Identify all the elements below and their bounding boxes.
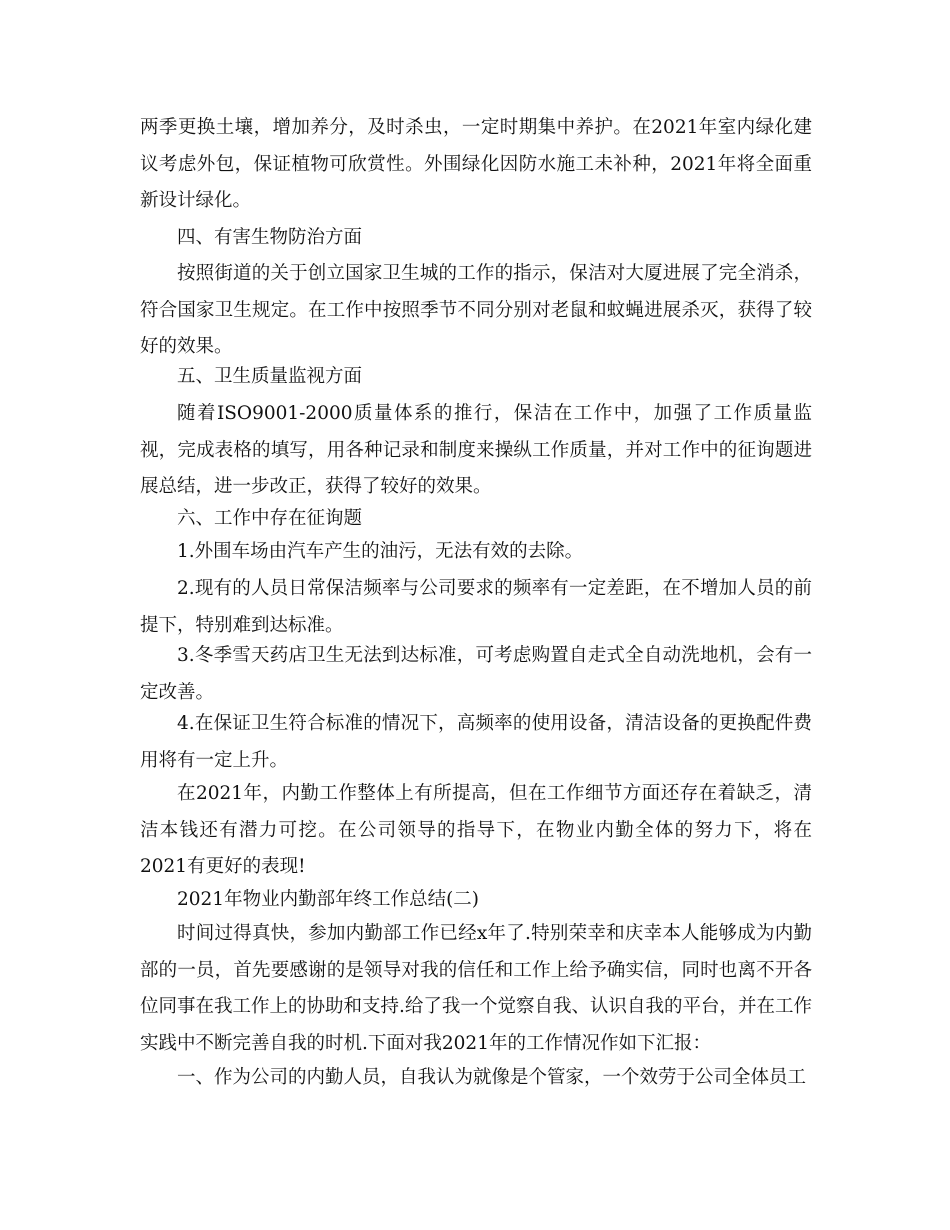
- list-item-text: 3.冬季雪天药店卫生无法到达标准，可考虑购置自走式全自动洗地机，会有一定改善。: [140, 645, 812, 703]
- heading-text: 六、工作中存在征询题: [177, 508, 363, 529]
- list-item-problem-3: [140, 638, 812, 711]
- paragraph-text: 随着ISO9001-2000质量体系的推行，保洁在工作中，加强了工作质量监视，完成表格的填写，用各种记录和制度来操纵工作质量，并对工作中的征询题进展总结，进一步改正，获得了较好的效果。: [140, 403, 812, 498]
- paragraph-text: 在2021年，内勤工作整体上有所提高，但在工作细节方面还存在着缺乏，清洁本钱还有潜力可挖。在公司领导的指导下，在物业内勤全体的努力下，将在2021有更好的表现!: [140, 783, 812, 878]
- list-item-problem-2: [140, 571, 812, 644]
- paragraph-role-description: [140, 1060, 812, 1097]
- list-item-problem-1: [140, 534, 812, 571]
- paragraph-introduction: [140, 916, 812, 1062]
- list-item-problem-4: [140, 706, 812, 779]
- heading-text: 四、有害生物防治方面: [177, 227, 363, 248]
- paragraph-pest-control: [140, 256, 812, 366]
- list-item-text: 4.在保证卫生符合标准的情况下，高频率的使用设备，清洁设备的更换配件费用将有一定上升。: [140, 713, 812, 771]
- heading-text: 五、卫生质量监视方面: [177, 366, 363, 387]
- paragraph-text: 按照街道的关于创立国家卫生城的工作的指示，保洁对大厦进展了完全消杀，符合国家卫生规定。在工作中按照季节不同分别对老鼠和蚊蝇进展杀灭，获得了较好的效果。: [140, 263, 812, 358]
- paragraph-year-summary: [140, 776, 812, 886]
- paragraph-quality-monitoring: [140, 396, 812, 506]
- list-item-text: 1.外围车场由汽车产生的油污，无法有效的去除。: [177, 541, 584, 562]
- section-heading-problems: [140, 501, 812, 538]
- subtitle-text: 2021年物业内勤部年终工作总结(二): [177, 889, 480, 910]
- document-subtitle: [140, 882, 812, 919]
- list-item-text: 2.现有的人员日常保洁频率与公司要求的频率有一定差距，在不增加人员的前提下，特别难到达标准。: [140, 578, 812, 636]
- paragraph-text: 一、作为公司的内勤人员，自我认为就像是个管家，一个效劳于公司全体员工: [177, 1067, 807, 1088]
- section-heading-quality-monitoring: [140, 359, 812, 396]
- section-heading-pest-control: [140, 220, 812, 257]
- paragraph-text: 时间过得真快，参加内勤部工作已经x年了.特别荣幸和庆幸本人能够成为内勤部的一员，首先要感谢的是领导对我的信任和工作上给予确实信，同时也离不开各位同事在我工作上的协助和支持.给了我一个觉察自我、认识自我的平台，并在工作实践中不断完善自我的时机.下面对我2021年的工作情况作如下汇报：: [140, 923, 812, 1054]
- paragraph-greening-continued: [140, 110, 812, 220]
- paragraph-text: 两季更换土壤，增加养分，及时杀虫，一定时期集中养护。在2021年室内绿化建议考虑外包，保证植物可欣赏性。外围绿化因防水施工未补种，2021年将全面重新设计绿化。: [140, 117, 812, 212]
